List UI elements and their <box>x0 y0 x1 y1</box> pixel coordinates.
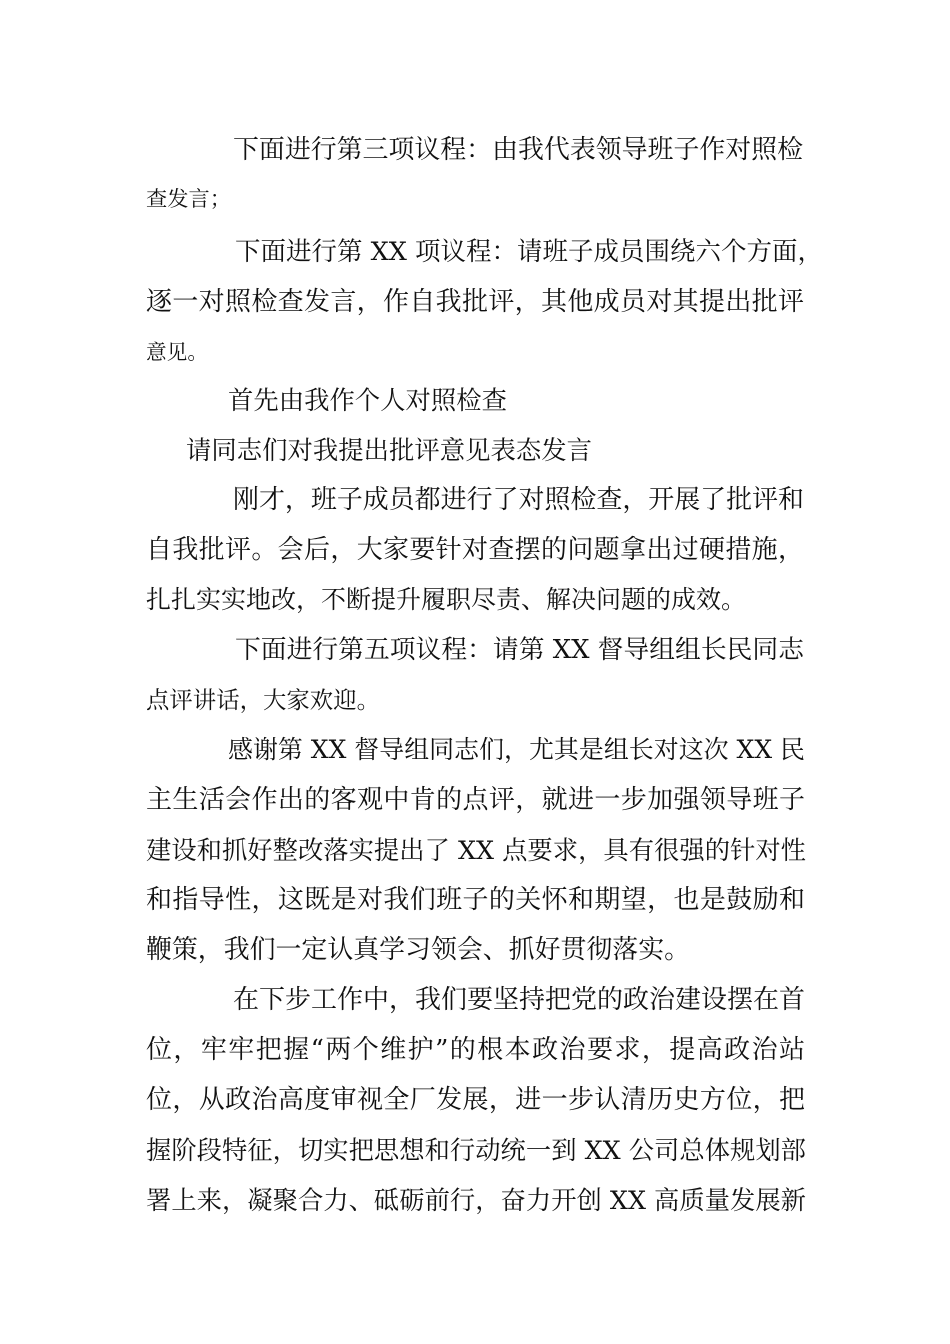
text-line: 刚才，班子成员都进行了对照检查，开展了批评和 <box>233 485 805 515</box>
text-line: 下面进行第三项议程：由我代表领导班子作对照检 <box>233 135 804 165</box>
text-line: 下面进行第 XX 项议程：请班子成员围绕六个方面， <box>235 237 824 267</box>
text-line: 鞭策，我们一定认真学习领会、抓好贯彻落实。 <box>146 935 691 965</box>
text-line: 意见。 <box>146 340 208 364</box>
text-line: 主生活会作出的客观中肯的点评，就进一步加强领导班子 <box>146 785 806 815</box>
text-line: 和指导性，这既是对我们班子的关怀和期望，也是鼓励和 <box>146 885 806 915</box>
text-line: 署上来，凝聚合力、砥砺前行，奋力开创 XX 高质量发展新 <box>146 1185 806 1215</box>
text-line: 位，从政治高度审视全厂发展，进一步认清历史方位，把 <box>146 1085 806 1115</box>
text-line: 请同志们对我提出批评意见表态发言 <box>186 435 593 465</box>
text-line: 感谢第 XX 督导组同志们，尤其是组长对这次 XX 民 <box>228 735 805 764</box>
text-line: 在下步工作中，我们要坚持把党的政治建设摆在首 <box>233 985 806 1015</box>
text-line: 下面进行第五项议程：请第 XX 督导组组长民同志 <box>235 635 805 665</box>
text-line: 位，牢牢把握“两个维护”的根本政治要求，提高政治站 <box>146 1035 807 1065</box>
text-line: 扎扎实实地改，不断提升履职尽责、解决问题的成效。 <box>146 585 747 614</box>
text-line: 建设和抓好整改落实提出了 XX 点要求，具有很强的针对性 <box>146 835 806 865</box>
text-line: 查发言； <box>146 187 232 212</box>
text-line: 逐一对照检查发言，作自我批评，其他成员对其提出批评 <box>146 287 805 317</box>
text-line: 点评讲话，大家欢迎。 <box>146 686 381 714</box>
text-line: 握阶段特征，切实把思想和行动统一到 XX 公司总体规划部 <box>146 1135 806 1165</box>
text-line: 首先由我作个人对照检查 <box>228 385 507 415</box>
text-line: 自我批评。会后，大家要针对查摆的问题拿出过硬措施， <box>146 535 805 565</box>
